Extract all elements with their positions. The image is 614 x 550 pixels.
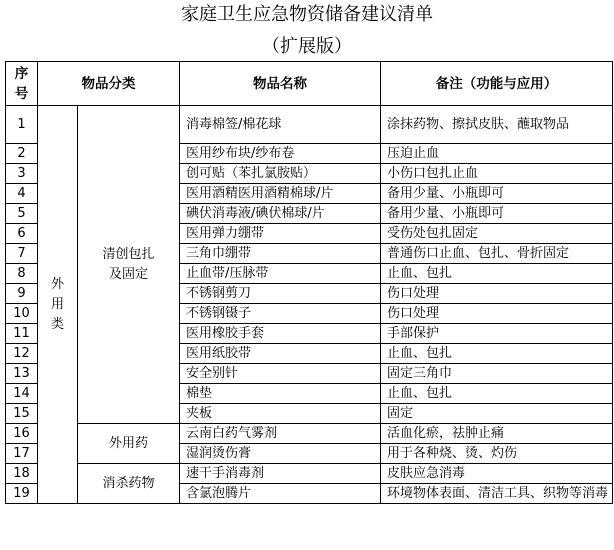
row-number: 7	[6, 244, 38, 264]
header-note: 备注（功能与应用）	[381, 62, 613, 106]
row-number: 16	[6, 424, 38, 444]
supply-table	[5, 61, 613, 504]
item-note: 止血、包扎	[381, 344, 613, 364]
item-note: 压迫止血	[381, 144, 613, 164]
table-row	[6, 106, 613, 144]
row-number: 19	[6, 484, 38, 504]
row-number: 2	[6, 144, 38, 164]
row-number: 13	[6, 364, 38, 384]
item-note: 活血化瘀，祛肿止痛	[381, 424, 613, 444]
table-row	[6, 464, 613, 484]
item-note: 小伤口包扎止血	[381, 164, 613, 184]
header-category: 物品分类	[38, 62, 180, 106]
item-note: 用于各种烧、烫、灼伤	[381, 444, 613, 464]
item-note: 止血、包扎	[381, 384, 613, 404]
group-external: 外用类	[38, 106, 78, 504]
item-name: 创可贴（苯扎氯胺贴）	[180, 164, 381, 184]
row-number: 4	[6, 184, 38, 204]
item-note: 皮肤应急消毒	[381, 464, 613, 484]
subgroup-topical-drugs: 外用药	[78, 424, 180, 464]
item-name: 止血带/压脉带	[180, 264, 381, 284]
item-name: 云南白药气雾剂	[180, 424, 381, 444]
item-name: 棉垫	[180, 384, 381, 404]
item-note: 止血、包扎	[381, 264, 613, 284]
item-name: 不锈钢镊子	[180, 304, 381, 324]
item-note: 手部保护	[381, 324, 613, 344]
item-note: 备用少量、小瓶即可	[381, 184, 613, 204]
row-number: 18	[6, 464, 38, 484]
row-number: 9	[6, 284, 38, 304]
header-row	[6, 62, 613, 106]
item-name: 医用酒精医用酒精棉球/片	[180, 184, 381, 204]
item-note: 伤口处理	[381, 304, 613, 324]
subgroup-wound-care: 清创包扎及固定	[78, 106, 180, 424]
item-note: 固定三角巾	[381, 364, 613, 384]
row-number: 11	[6, 324, 38, 344]
row-number: 1	[6, 106, 38, 144]
item-name: 湿润烫伤膏	[180, 444, 381, 464]
row-number: 3	[6, 164, 38, 184]
item-name: 不锈钢剪刀	[180, 284, 381, 304]
item-note: 普通伤口止血、包扎、骨折固定	[381, 244, 613, 264]
item-name: 安全别针	[180, 364, 381, 384]
table-row	[6, 424, 613, 444]
row-number: 10	[6, 304, 38, 324]
row-number: 17	[6, 444, 38, 464]
item-name: 医用纱布块/纱布卷	[180, 144, 381, 164]
row-number: 15	[6, 404, 38, 424]
item-note: 固定	[381, 404, 613, 424]
item-note: 受伤处包扎固定	[381, 224, 613, 244]
item-name: 医用橡胶手套	[180, 324, 381, 344]
row-number: 6	[6, 224, 38, 244]
subgroup-disinfect: 消杀药物	[78, 464, 180, 504]
item-name: 三角巾绷带	[180, 244, 381, 264]
document-title: 家庭卫生应急物资储备建议清单	[181, 4, 433, 25]
item-name: 速干手消毒剂	[180, 464, 381, 484]
row-number: 5	[6, 204, 38, 224]
header-name: 物品名称	[180, 62, 381, 106]
item-note: 备用少量、小瓶即可	[381, 204, 613, 224]
document-subtitle: （扩展版）	[262, 36, 352, 57]
item-name: 含氯泡腾片	[180, 484, 381, 504]
item-name: 医用弹力绷带	[180, 224, 381, 244]
item-note: 环境物体表面、清洁工具、织物等消毒	[381, 484, 613, 504]
item-note: 伤口处理	[381, 284, 613, 304]
item-note: 涂抹药物、擦拭皮肤、蘸取物品	[381, 106, 613, 144]
item-name: 医用纸胶带	[180, 344, 381, 364]
item-name: 碘伏消毒液/碘伏棉球/片	[180, 204, 381, 224]
row-number: 12	[6, 344, 38, 364]
header-no: 序号	[6, 62, 38, 106]
row-number: 14	[6, 384, 38, 404]
item-name: 夹板	[180, 404, 381, 424]
row-number: 8	[6, 264, 38, 284]
item-name: 消毒棉签/棉花球	[180, 106, 381, 144]
